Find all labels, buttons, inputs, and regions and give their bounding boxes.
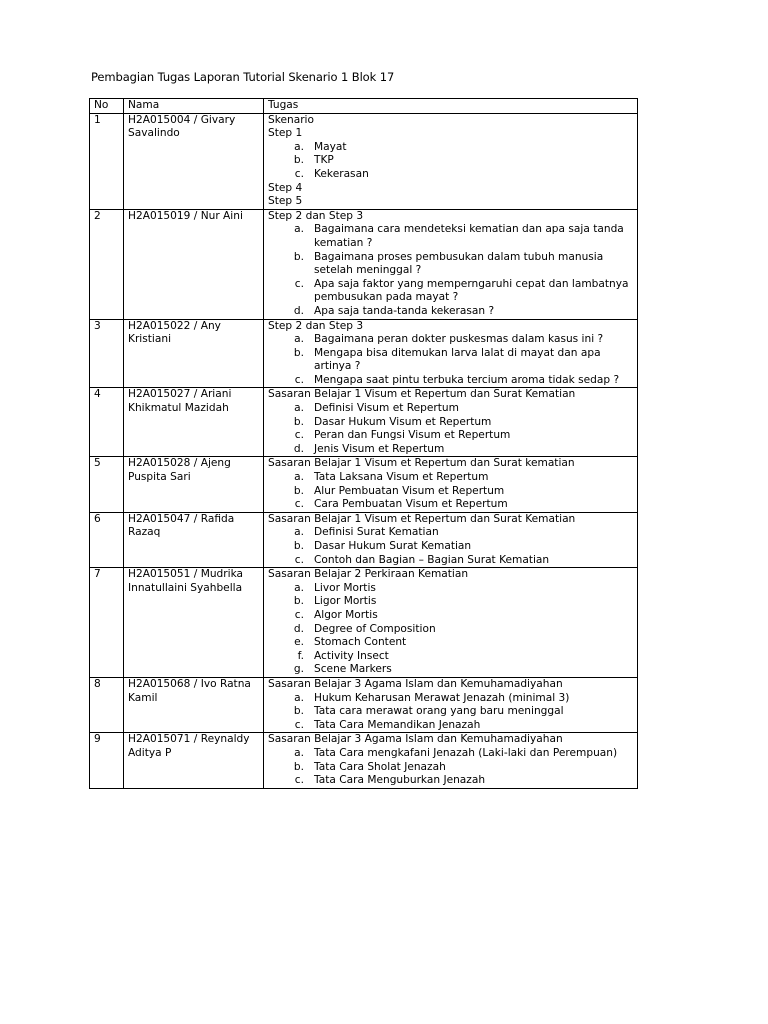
student-name: H2A015047 / Rafida Razaq: [124, 512, 264, 567]
task-cell: [264, 568, 638, 678]
row-number: 4: [90, 388, 124, 457]
subitem-letter: c.: [294, 718, 304, 731]
row-number: 5: [90, 457, 124, 512]
subitem-text: Tata Laksana Visum et Repertum: [314, 471, 489, 484]
subitem-letter: c.: [294, 608, 304, 621]
task-heading: Sasaran Belajar 2 Perkiraan Kematian: [268, 568, 469, 581]
subitem-letter: a.: [294, 140, 304, 153]
subitem-text: Bagaimana cara mendeteksi kematian dan apa saja tanda kematian ?: [314, 223, 624, 249]
table-row: [90, 319, 638, 388]
subitem-letter: a.: [294, 746, 304, 759]
subitem-letter: b.: [293, 250, 304, 263]
task-subitem: [268, 278, 633, 305]
task-subitem: [268, 168, 633, 182]
student-name: H2A015027 / Ariani Khikmatul Mazidah: [124, 388, 264, 457]
task-subitem: [268, 443, 633, 457]
task-heading: Step 2 dan Step 3: [268, 319, 364, 332]
subitem-text: Tata Cara Sholat Jenazah: [314, 760, 446, 773]
task-subitem: [268, 609, 633, 623]
subitem-letter: c.: [294, 553, 304, 566]
subitem-letter: a.: [294, 691, 304, 704]
subitem-text: Algor Mortis: [314, 608, 378, 621]
task-cell: [264, 457, 638, 512]
task-subitem: [268, 705, 633, 719]
task-subitem: [268, 485, 633, 499]
subitem-text: Hukum Keharusan Merawat Jenazah (minimal 3): [314, 691, 570, 704]
table-row: [90, 512, 638, 567]
student-name: H2A015071 / Reynaldy Aditya P: [124, 733, 264, 788]
task-subitem: [268, 623, 633, 637]
task-subitem: [268, 554, 633, 568]
subitem-letter: c.: [294, 277, 304, 290]
task-cell: [264, 113, 638, 209]
subitem-letter: b.: [293, 154, 304, 167]
row-number: 1: [90, 113, 124, 209]
subitem-text: Dasar Hukum Surat Kematian: [314, 540, 472, 552]
task-heading: Sasaran Belajar 3 Agama Islam dan Kemuhamadiyahan: [268, 677, 563, 690]
task-subitem: [268, 251, 633, 278]
task-subitem: [268, 402, 633, 416]
subitem-letter: b.: [293, 540, 304, 552]
subitem-text: Ligor Mortis: [314, 595, 377, 608]
task-subitem: [268, 429, 633, 443]
task-subitem: [268, 526, 633, 540]
subitem-text: Jenis Visum et Repertum: [314, 442, 445, 455]
subitem-text: Bagaimana proses pembusukan dalam tubuh manusia setelah meninggal ?: [314, 250, 604, 277]
table-body: [90, 113, 638, 788]
header-nama: Nama: [124, 99, 264, 114]
subitem-letter: c.: [294, 429, 304, 442]
student-name: H2A015051 / Mudrika Innatullaini Syahbella: [124, 568, 264, 678]
task-subitem: [268, 595, 633, 609]
task-heading: Sasaran Belajar 3 Agama Islam dan Kemuhamadiyahan: [268, 733, 563, 746]
subitem-letter: a.: [294, 333, 304, 346]
subitem-letter: c.: [294, 373, 304, 386]
task-subitem: [268, 416, 633, 430]
subitem-letter: a.: [294, 581, 304, 594]
subitem-letter: a.: [294, 471, 304, 484]
subitem-text: Scene Markers: [314, 663, 392, 676]
subitem-text: Contoh dan Bagian – Bagian Surat Kematian: [314, 553, 550, 566]
subitem-text: TKP: [314, 154, 334, 167]
subitem-text: Mengapa bisa ditemukan larva lalat di mayat dan apa artinya ?: [314, 346, 601, 373]
table-row: [90, 457, 638, 512]
subitem-text: Tata Cara Menguburkan Jenazah: [314, 774, 486, 787]
subitem-letter: c.: [294, 167, 304, 180]
task-subitem: [268, 719, 633, 733]
task-subitem: [268, 347, 633, 374]
task-heading: Sasaran Belajar 1 Visum et Repertum dan Surat Kematian: [268, 388, 576, 401]
student-name: H2A015028 / Ajeng Puspita Sari: [124, 457, 264, 512]
task-cell: [264, 319, 638, 388]
subitem-text: Cara Pembuatan Visum et Repertum: [314, 498, 508, 511]
subitem-letter: a.: [294, 526, 304, 539]
table-row: [90, 388, 638, 457]
subitem-text: Tata cara merawat orang yang baru meninggal: [314, 705, 564, 718]
task-cell: [264, 512, 638, 567]
subitem-letter: d.: [293, 622, 304, 635]
student-name: H2A015068 / Ivo Ratna Kamil: [124, 677, 264, 732]
task-subitem: [268, 747, 633, 761]
task-subitem: [268, 498, 633, 512]
subitem-letter: b.: [293, 346, 304, 359]
task-subitem: [268, 650, 633, 664]
subitem-text: Tata Cara Memandikan Jenazah: [314, 718, 481, 731]
task-subitem: [268, 692, 633, 706]
subitem-text: Tata Cara mengkafani Jenazah (Laki-laki dan Perempuan): [314, 746, 618, 759]
task-heading: Sasaran Belajar 1 Visum et Repertum dan Surat kematian: [268, 457, 575, 470]
subitem-text: Apa saja faktor yang memperngaruhi cepat dan lambatnya pembusukan pada mayat ?: [314, 277, 629, 304]
task-subitem: [268, 305, 633, 319]
table-row: [90, 209, 638, 319]
task-heading: Step 4: [268, 181, 303, 194]
subitem-text: Definisi Visum et Repertum: [314, 402, 459, 415]
document-title: Pembagian Tugas Laporan Tutorial Skenario 1 Blok 17: [91, 70, 395, 84]
task-subitem: [268, 761, 633, 775]
subitem-letter: d.: [293, 442, 304, 455]
subitem-text: Degree of Composition: [314, 622, 436, 635]
subitem-letter: b.: [293, 415, 304, 428]
task-cell: [264, 677, 638, 732]
subitem-letter: a.: [294, 402, 304, 415]
row-number: 9: [90, 733, 124, 788]
subitem-text: Activity Insect: [314, 649, 389, 662]
subitem-letter: e.: [294, 636, 304, 649]
task-cell: [264, 733, 638, 788]
subitem-text: Mayat: [314, 140, 347, 153]
task-subitem: [268, 374, 633, 388]
task-subitem: [268, 471, 633, 485]
subitem-text: Bagaimana peran dokter puskesmas dalam kasus ini ?: [314, 333, 604, 346]
student-name: H2A015004 / Givary Savalindo: [124, 113, 264, 209]
student-name: H2A015019 / Nur Aini: [124, 209, 264, 319]
task-subitem: [268, 540, 633, 554]
table-row: [90, 677, 638, 732]
row-number: 2: [90, 209, 124, 319]
task-subitem: [268, 223, 633, 250]
table-row: [90, 113, 638, 209]
subitem-text: Apa saja tanda-tanda kekerasan ?: [314, 304, 495, 317]
table-header-row: [90, 99, 638, 114]
subitem-letter: c.: [294, 498, 304, 511]
task-heading: Sasaran Belajar 1 Visum et Repertum dan Surat Kematian: [268, 512, 576, 525]
row-number: 3: [90, 319, 124, 388]
subitem-text: Livor Mortis: [314, 581, 376, 594]
subitem-letter: a.: [294, 223, 304, 236]
table-row: [90, 568, 638, 678]
task-heading: Step 5: [268, 195, 303, 208]
row-number: 8: [90, 677, 124, 732]
task-heading: Step 1: [268, 127, 303, 140]
row-number: 7: [90, 568, 124, 678]
header-tugas: Tugas: [264, 99, 638, 114]
subitem-text: Mengapa saat pintu terbuka tercium aroma tidak sedap ?: [314, 373, 620, 386]
subitem-text: Alur Pembuatan Visum et Repertum: [314, 484, 505, 497]
task-subitem: [268, 333, 633, 347]
task-cell: [264, 388, 638, 457]
subitem-letter: b.: [293, 595, 304, 608]
table-row: [90, 733, 638, 788]
subitem-letter: b.: [293, 760, 304, 773]
task-cell: [264, 209, 638, 319]
subitem-text: Definisi Surat Kematian: [314, 526, 439, 539]
task-heading: Skenario: [268, 113, 314, 126]
subitem-letter: b.: [293, 705, 304, 718]
task-subitem: [268, 154, 633, 168]
task-table: [89, 98, 638, 789]
header-no: No: [90, 99, 124, 114]
subitem-text: Dasar Hukum Visum et Repertum: [314, 415, 492, 428]
subitem-letter: d.: [293, 304, 304, 317]
task-subitem: [268, 663, 633, 677]
subitem-text: Kekerasan: [314, 167, 369, 180]
student-name: H2A015022 / Any Kristiani: [124, 319, 264, 388]
subitem-letter: b.: [293, 484, 304, 497]
subitem-letter: f.: [297, 649, 304, 662]
task-heading: Step 2 dan Step 3: [268, 209, 364, 222]
subitem-text: Stomach Content: [314, 636, 407, 649]
task-subitem: [268, 636, 633, 650]
task-subitem: [268, 774, 633, 788]
task-subitem: [268, 582, 633, 596]
subitem-letter: g.: [293, 663, 304, 676]
task-subitem: [268, 141, 633, 155]
subitem-text: Peran dan Fungsi Visum et Repertum: [314, 429, 511, 442]
subitem-letter: c.: [294, 774, 304, 787]
row-number: 6: [90, 512, 124, 567]
